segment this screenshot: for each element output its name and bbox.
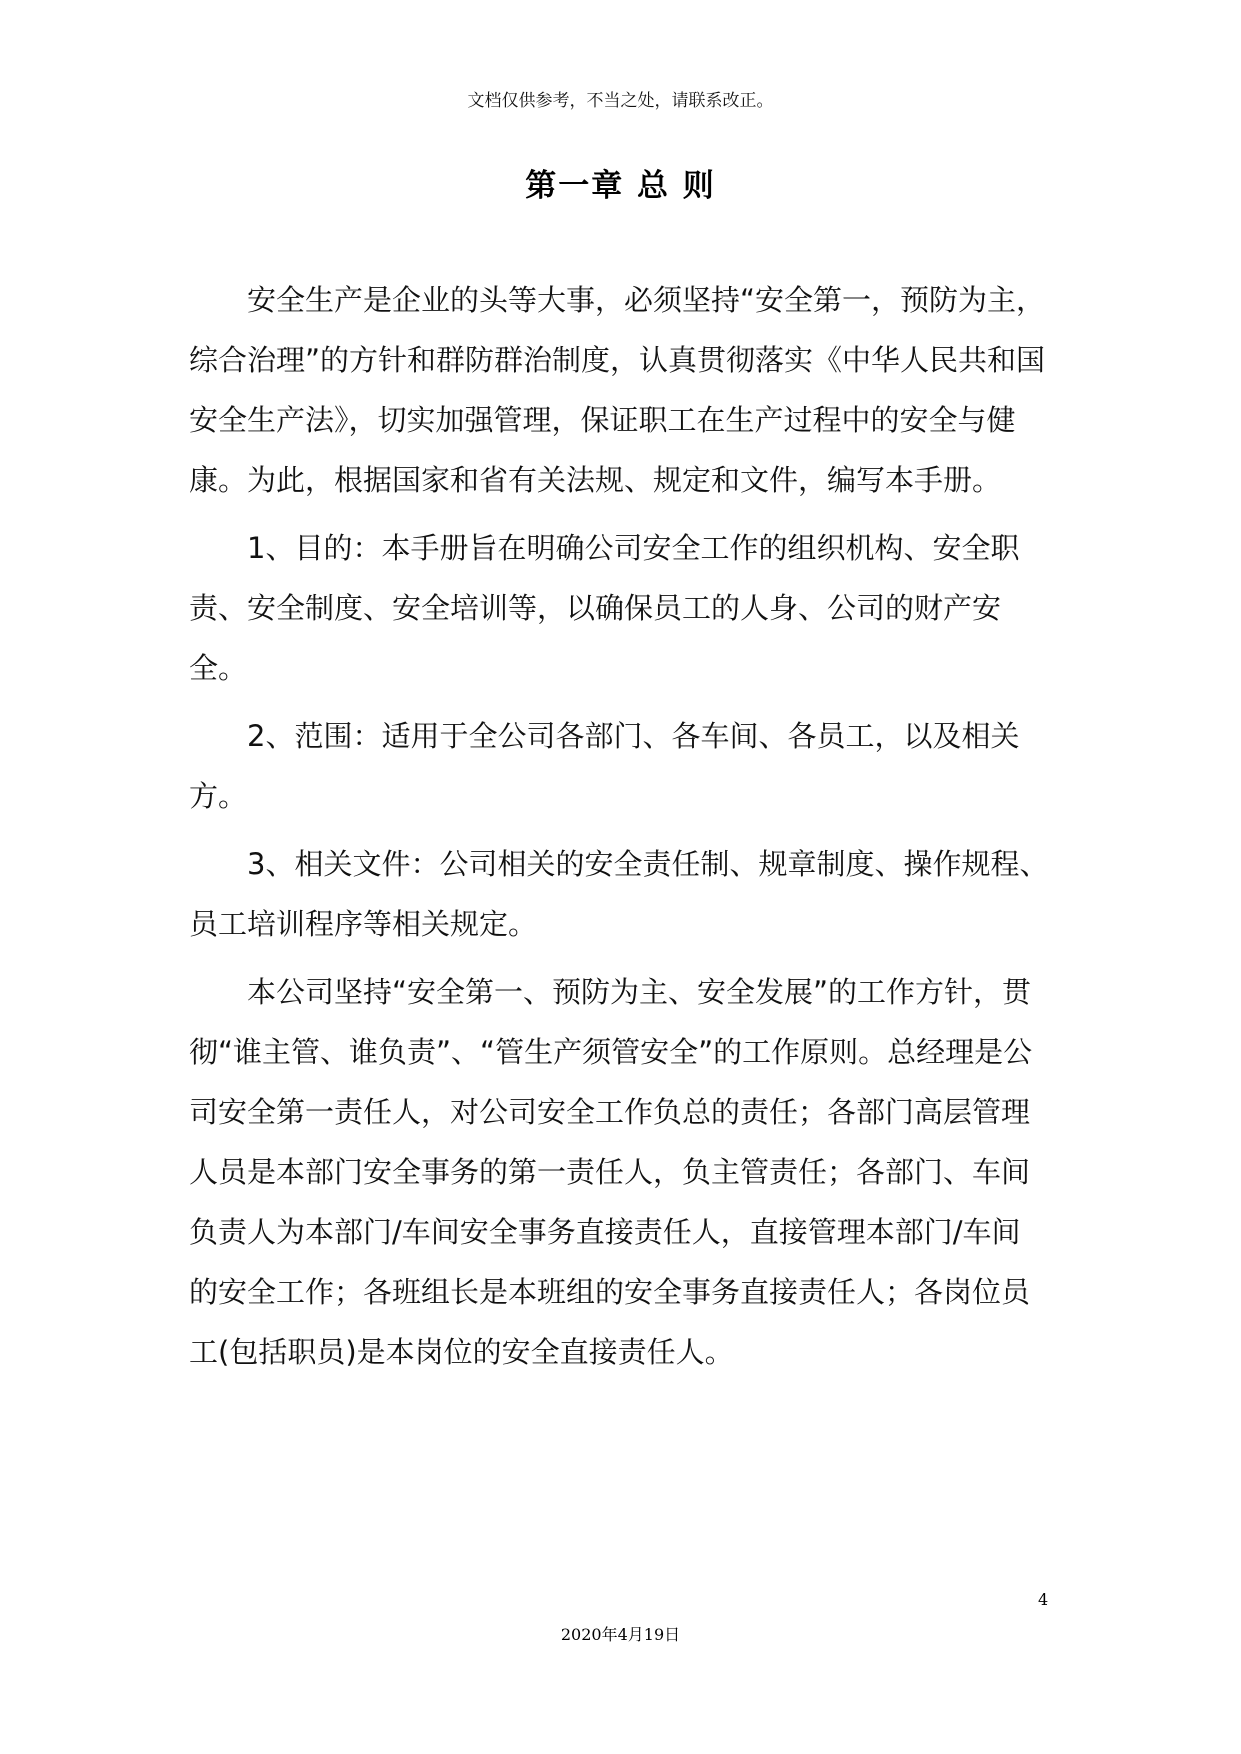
policy-paragraph: 本公司坚持“安全第一、预防为主、安全发展”的工作方针，贯彻“谁主管、谁负责”、“管生产须管安全”的工作原则。总经理是公司安全第一责任人，对公司安全工作负总的责任；各部门高层管理人员是本部门安全事务的第一责任人，负主管责任；各部门、车间负责人为本部门/车间安全事务直接责任人，直接管理本部门/车间的安全工作；各班组长是本班组的安全事务直接责任人；各岗位员工(包括职员)是本岗位的安全直接责任人。: [189, 975, 1033, 1369]
purpose-paragraph: 1、目的：本手册旨在明确公司安全工作的组织机构、安全职责、安全制度、安全培训等，以确保员工的人身、公司的财产安全。: [189, 531, 1020, 685]
page-number: 4: [1038, 1590, 1049, 1609]
footer-date: 2020年4月19日: [560, 1625, 681, 1644]
chapter-title: 第一章 总 则: [525, 168, 716, 204]
header-note: 文档仅供参考，不当之处，请联系改正。: [467, 91, 774, 111]
document-body: [189, 270, 1049, 1390]
related-documents-paragraph: 3、相关文件：公司相关的安全责任制、规章制度、操作规程、员工培训程序等相关规定。: [189, 847, 1049, 941]
scope-paragraph: 2、范围：适用于全公司各部门、各车间、各员工，以及相关方。: [189, 719, 1020, 813]
intro-paragraph: 安全生产是企业的头等大事，必须坚持“安全第一，预防为主，综合治理”的方针和群防群治制度，认真贯彻落实《中华人民共和国安全生产法》，切实加强管理，保证职工在生产过程中的安全与健康。为此，根据国家和省有关法规、规定和文件，编写本手册。: [189, 283, 1046, 497]
